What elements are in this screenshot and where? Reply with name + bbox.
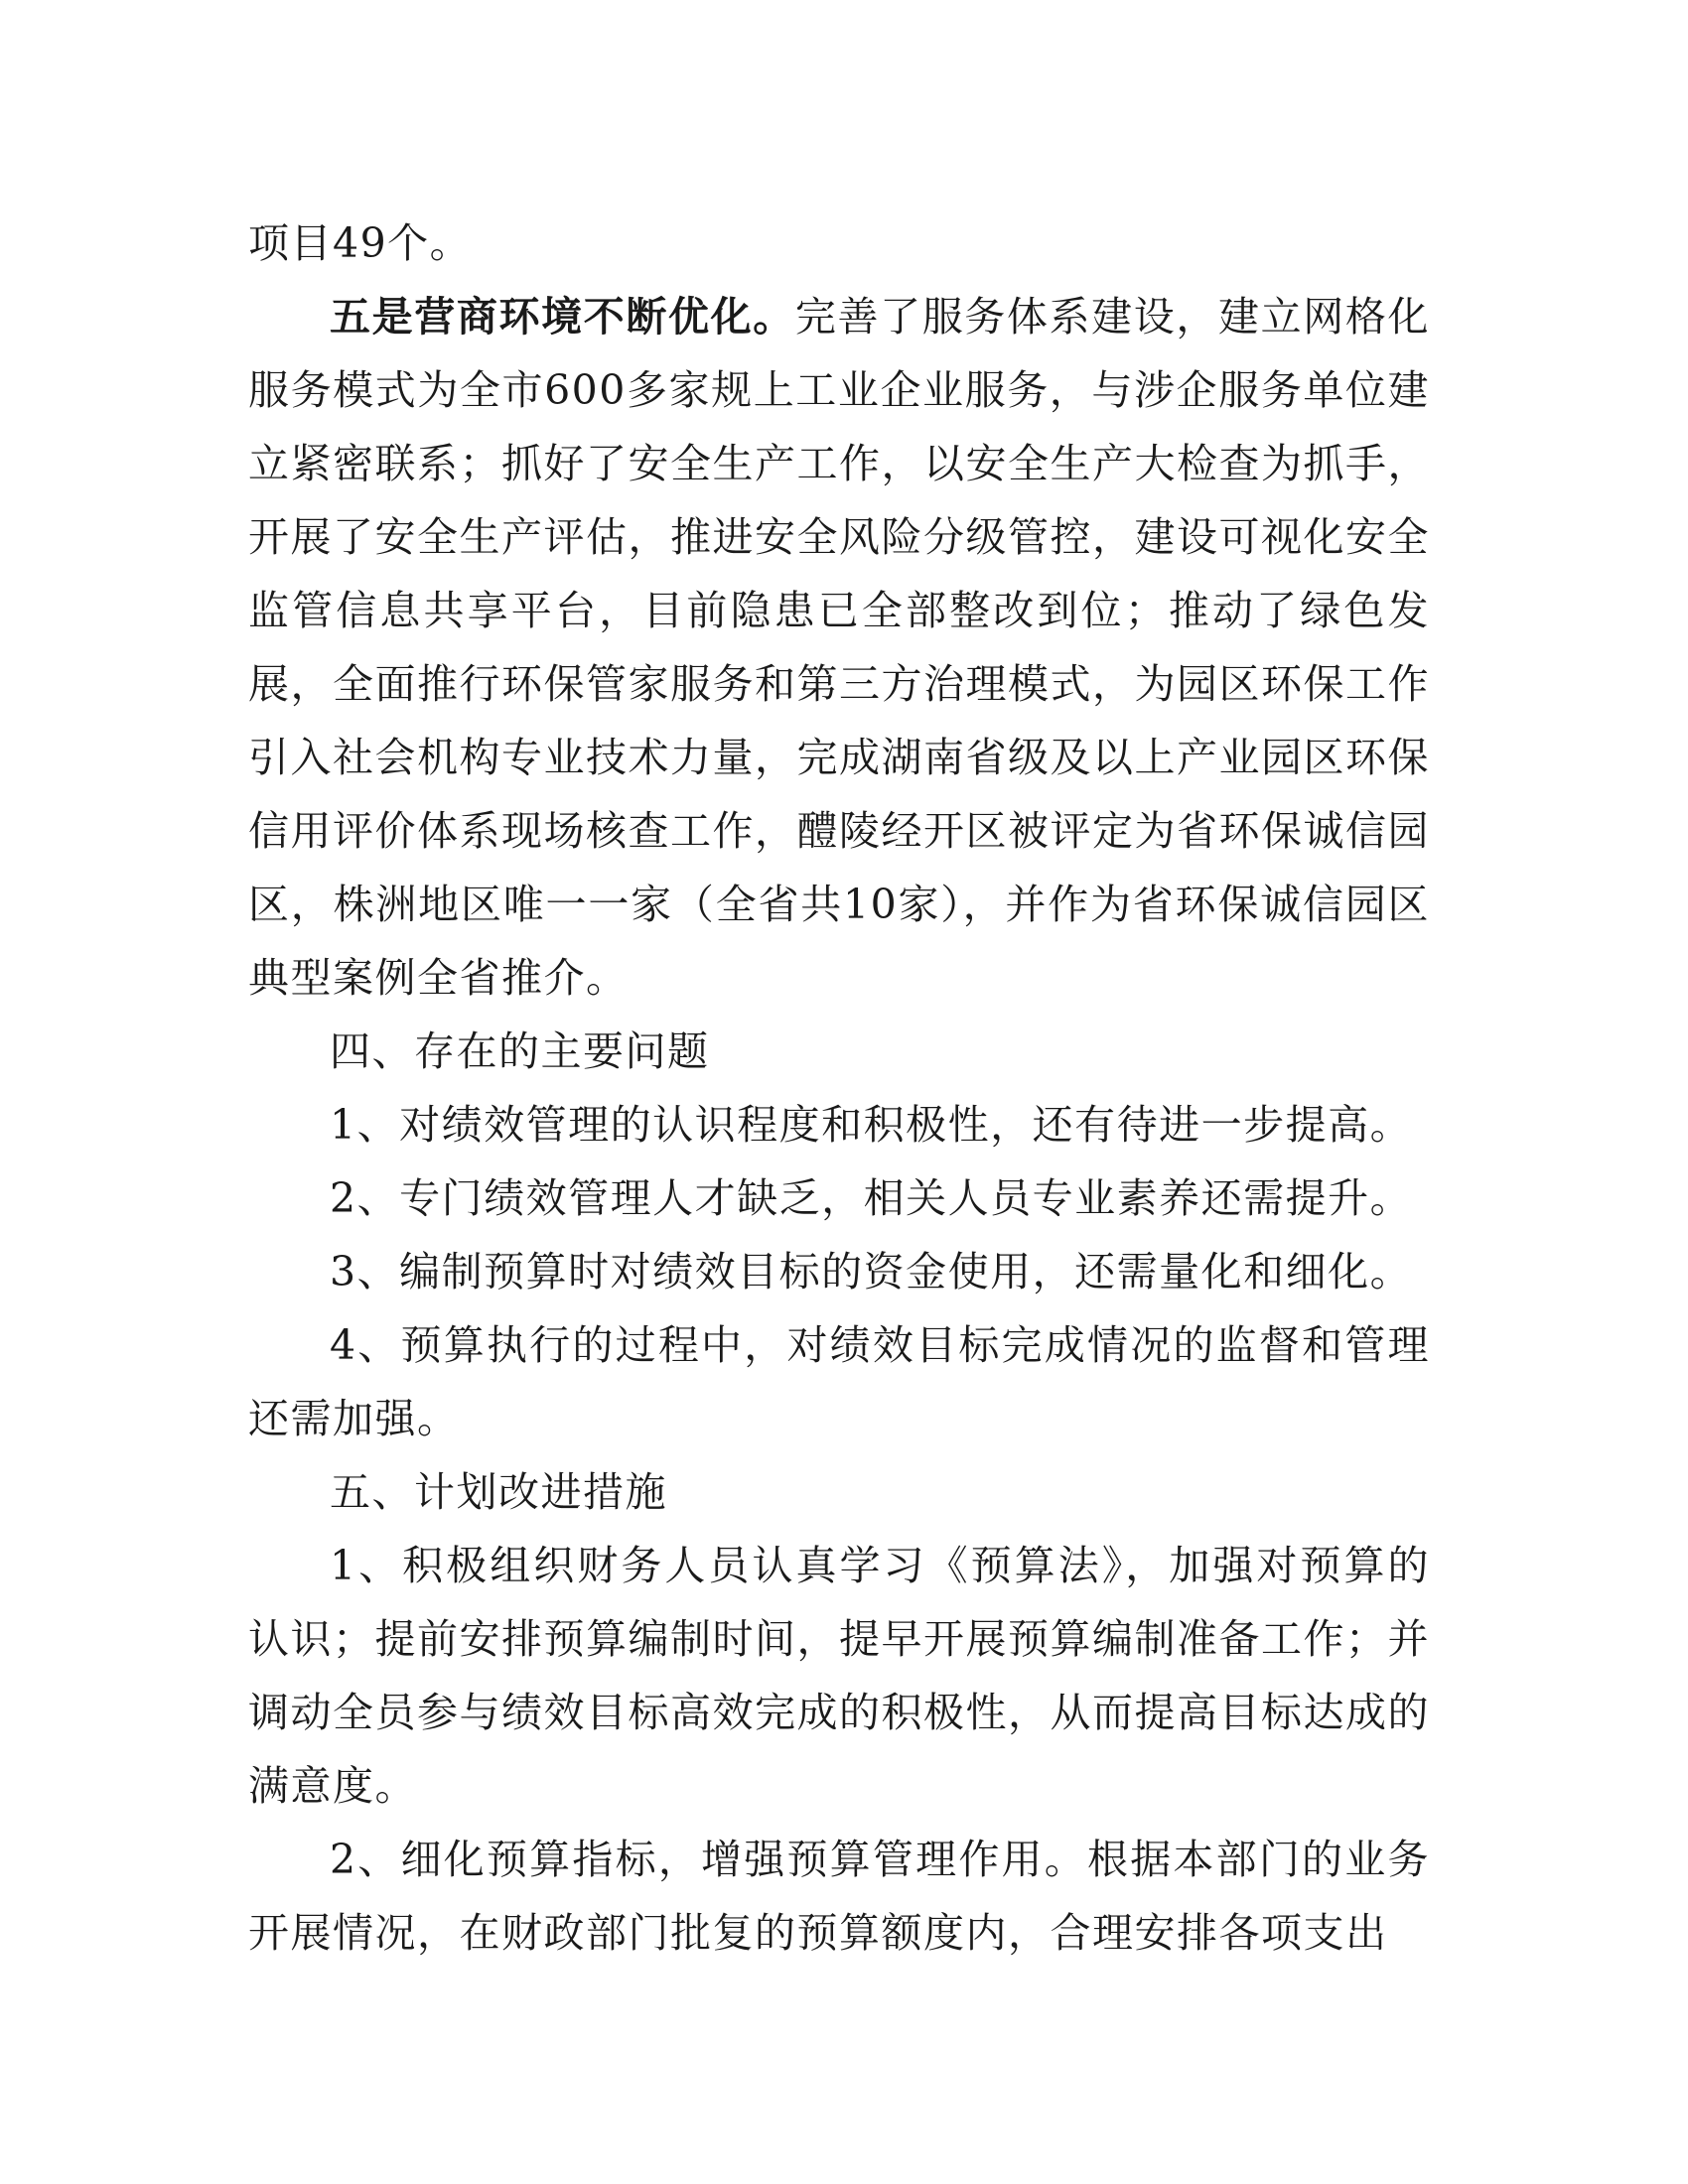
paragraph-text: 3、编制预算时对绩效目标的资金使用，还需量化和细化。	[330, 1248, 1413, 1296]
list-item-problem-2	[248, 1161, 1430, 1235]
list-item-measure-1	[248, 1529, 1430, 1823]
document-body	[248, 206, 1430, 1970]
section-heading-main-problems	[248, 1015, 1430, 1088]
paragraph-business-environment	[248, 280, 1430, 1015]
list-item-problem-1	[248, 1088, 1430, 1161]
paragraph-projects	[248, 206, 1430, 280]
heading-text: 五、计划改进措施	[330, 1468, 667, 1516]
heading-text: 四、存在的主要问题	[330, 1027, 710, 1075]
paragraph-text: 1、对绩效管理的认识程度和积极性，还有待进一步提高。	[330, 1101, 1413, 1149]
paragraph-lead-bold: 五是营商环境不断优化。	[330, 293, 795, 341]
paragraph-text: 4、预算执行的过程中，对绩效目标完成情况的监督和管理还需加强。	[248, 1321, 1430, 1442]
paragraph-text: 完善了服务体系建设，建立网格化服务模式为全市600多家规上工业企业服务，与涉企服务单位建立紧密联系；抓好了安全生产工作，以安全生产大检查为抓手，开展了安全生产评估，推进安全风险分级管控，建设可视化安全监管信息共享平台，目前隐患已全部整改到位；推动了绿色发展，全面推行环保管家服务和第三方治理模式，为园区环保工作引入社会机构专业技术力量，完成湖南省级及以上产业园区环保信用评价体系现场核查工作，醴陵经开区被评定为省环保诚信园区，株洲地区唯一一家（全省共10家），并作为省环保诚信园区典型案例全省推介。	[248, 293, 1431, 1002]
paragraph-text: 2、专门绩效管理人才缺乏，相关人员专业素养还需提升。	[330, 1174, 1413, 1222]
list-item-problem-4	[248, 1308, 1430, 1455]
paragraph-text: 2、细化预算指标，增强预算管理作用。根据本部门的业务开展情况，在财政部门批复的预算额度内，合理安排各项支出	[248, 1836, 1430, 1957]
paragraph-text: 项目49个。	[248, 219, 473, 267]
list-item-problem-3	[248, 1235, 1430, 1308]
list-item-measure-2	[248, 1823, 1430, 1970]
paragraph-text: 1、积极组织财务人员认真学习《预算法》，加强对预算的认识；提前安排预算编制时间，提早开展预算编制准备工作；并调动全员参与绩效目标高效完成的积极性，从而提高目标达成的满意度。	[248, 1542, 1430, 1810]
section-heading-improvement-measures	[248, 1455, 1430, 1529]
